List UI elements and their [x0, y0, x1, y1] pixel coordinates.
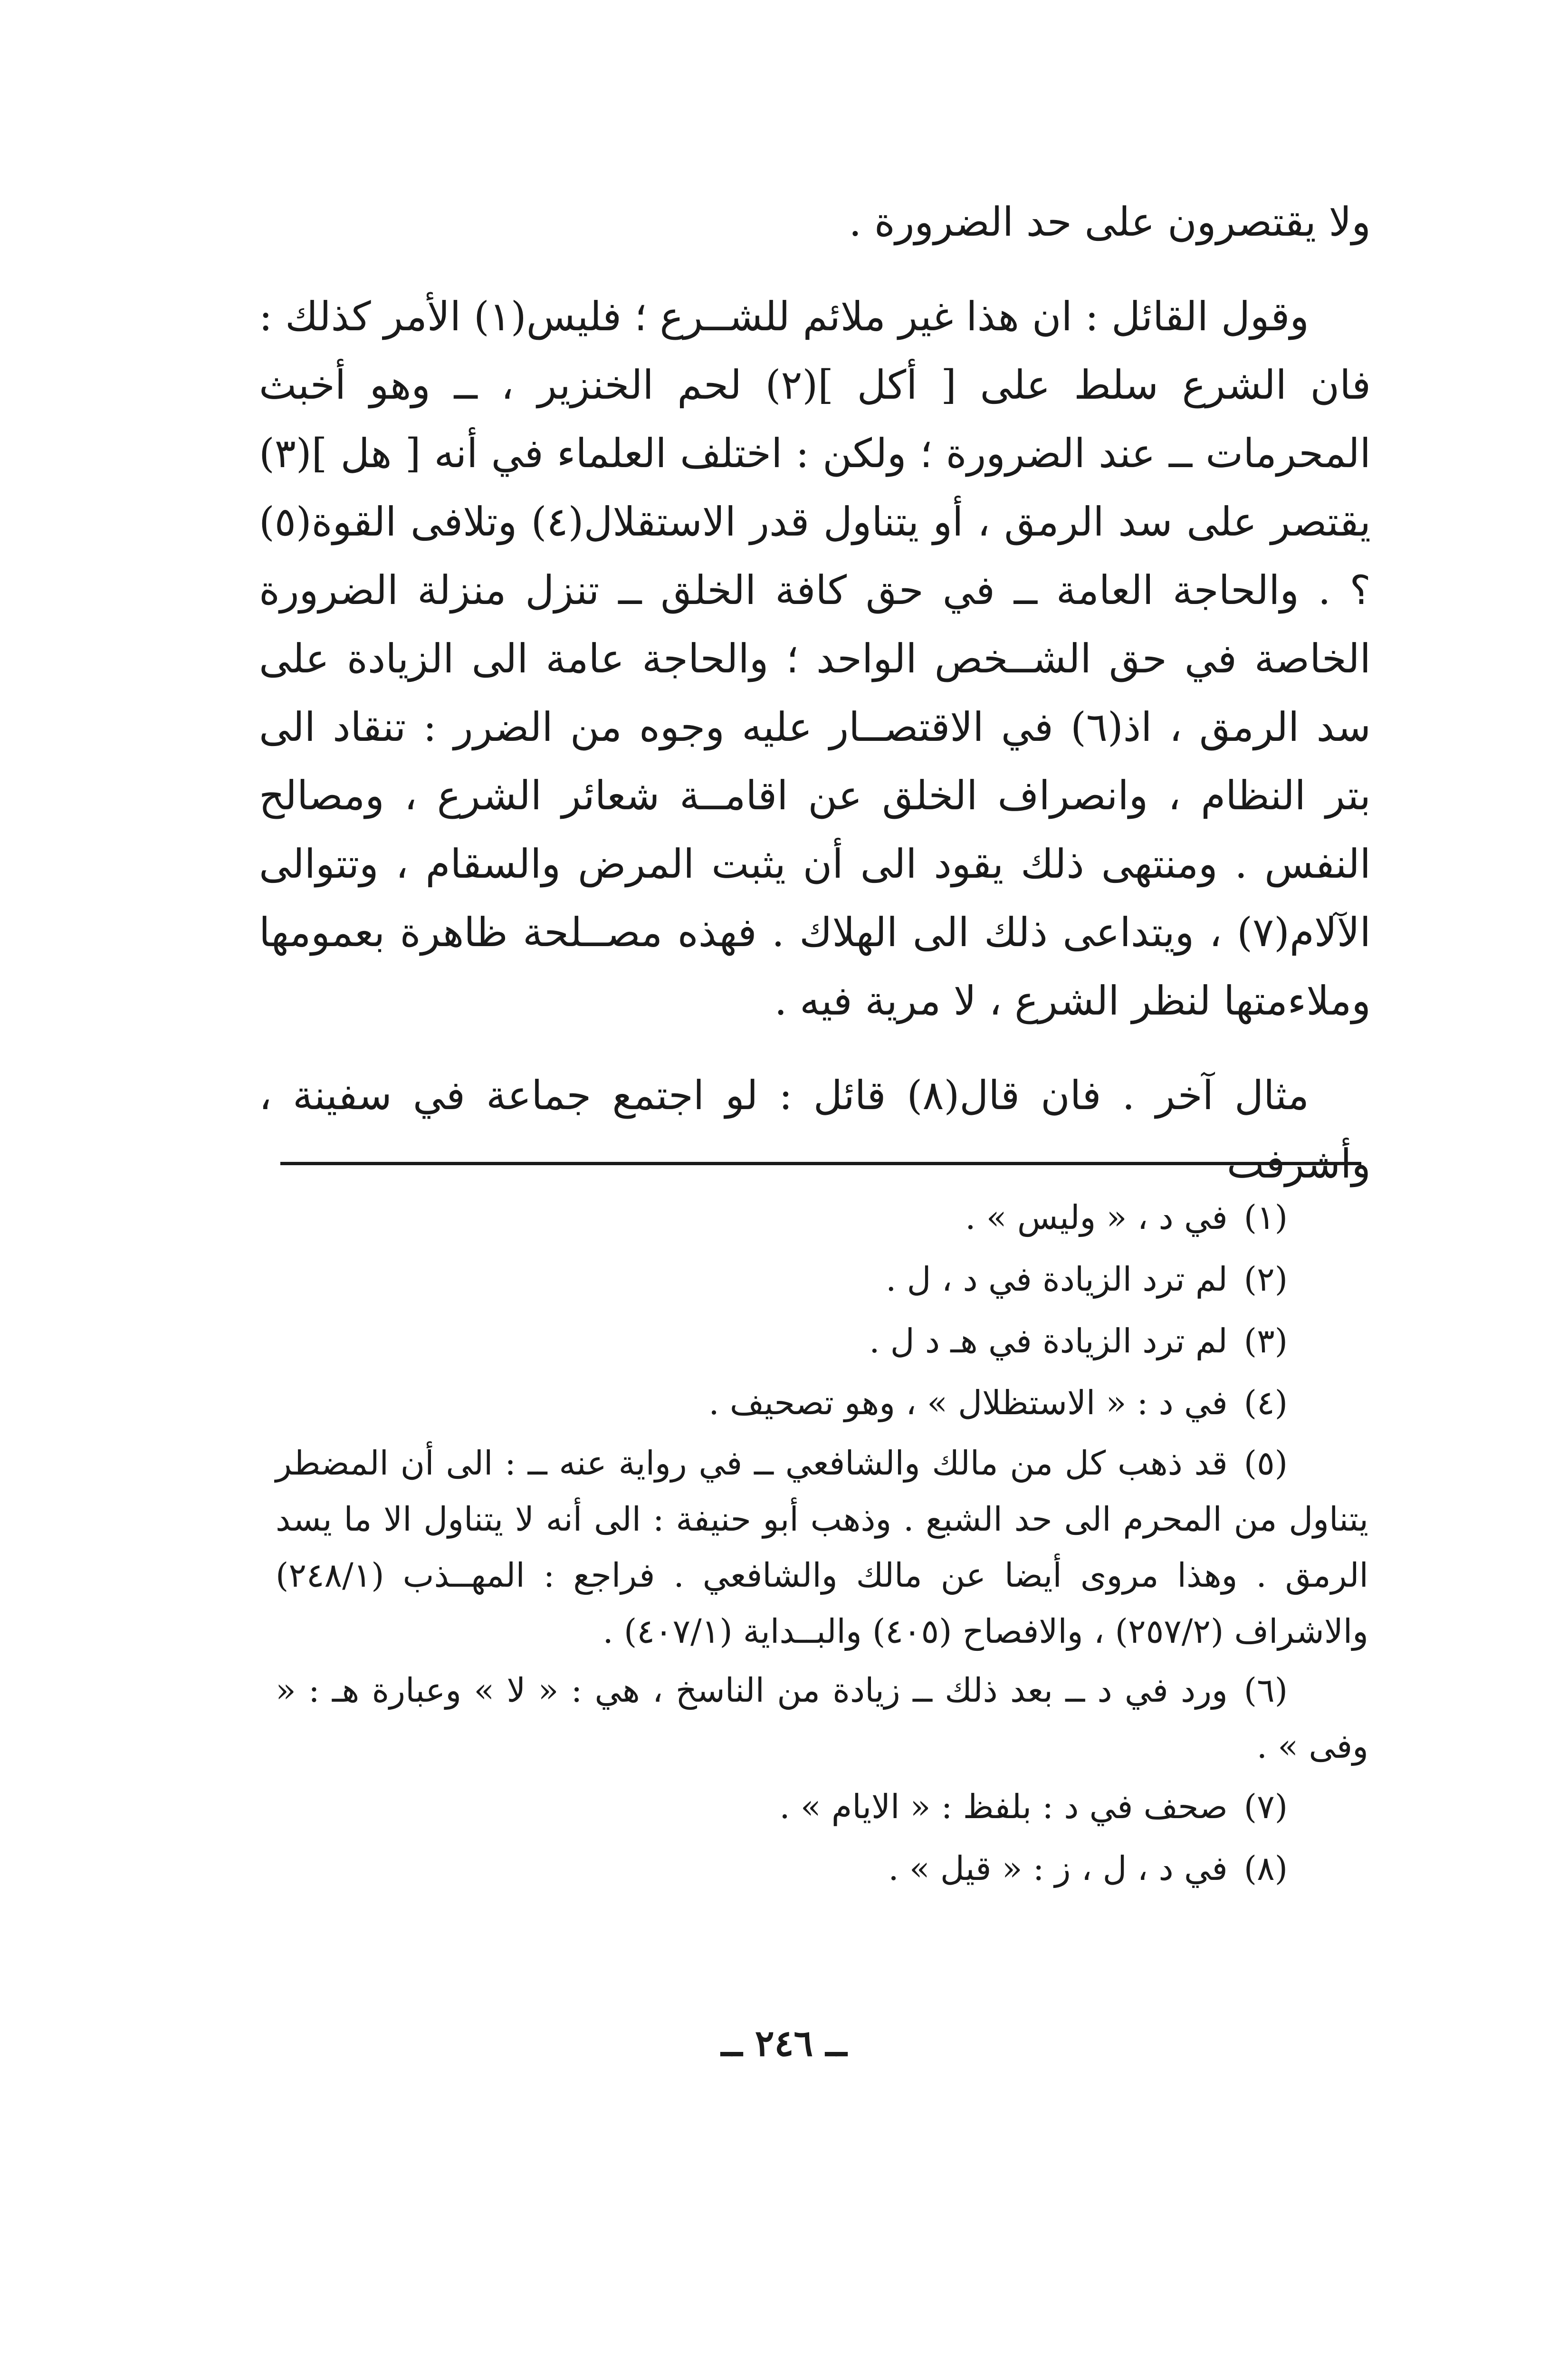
footnote-text: لم ترد الزيادة في هـ د ل .: [869, 1322, 1228, 1360]
footnote-number: (٧): [1243, 1787, 1288, 1826]
footnote-text: في د ، « وليس » .: [965, 1198, 1228, 1237]
footnotes: [276, 1188, 1368, 1901]
footnote-number: (٣): [1243, 1322, 1288, 1360]
footnote-4: [276, 1373, 1368, 1432]
main-text: [259, 188, 1371, 1198]
footnote-2: [276, 1250, 1368, 1309]
footnote-text: قد ذهب كل من مالك والشافعي ــ في رواية عنه ــ : الى أن المضطر يتناول من المحرم الى حد الشبع . وذهب أبو حنيفة : الى أنه لا يتناول الا ما يسد الرمق . وهذا مروى أيضا عن مالك والشافعي . فراجع : المهــذب (٢٤٨/١) والاشراف (٢٥٧/٢) ، والافصاح (٤٠٥) والبــداية (٤٠٧/١) .: [276, 1444, 1368, 1651]
paragraph-3: مثال آخر . فان قال(٨) قائل : لو اجتمع جماعة في سفينة ، وأشرفت: [259, 1072, 1371, 1187]
footnote-number: (١): [1243, 1198, 1288, 1237]
page-number: ــ ٢٤٦ ــ: [721, 2022, 847, 2064]
footnote-5: [276, 1435, 1368, 1659]
footnote-text: ورد في د ــ بعد ذلك ــ زيادة من الناسخ ، هي : « لا » وعبارة هـ : « وفى » .: [276, 1671, 1368, 1766]
footnote-text: صحف في د : بلفظ : « الايام » .: [779, 1787, 1228, 1826]
paragraph-1: ولا يقتصرون على حد الضرورة .: [849, 199, 1371, 245]
footnote-separator: [280, 1162, 1361, 1165]
footnote-6: [276, 1662, 1368, 1774]
footnote-8: [276, 1839, 1368, 1898]
footnote-1: [276, 1188, 1368, 1247]
footnote-number: (٨): [1243, 1849, 1288, 1888]
footnote-text: في د ، ل ، ز : « قيل » .: [888, 1849, 1228, 1888]
footnote-number: (٢): [1243, 1260, 1288, 1299]
footnote-text: في د : « الاستظلال » ، وهو تصحيف .: [708, 1383, 1228, 1422]
footnote-3: [276, 1312, 1368, 1370]
footnote-7: [276, 1777, 1368, 1836]
footnote-number: (٦): [1243, 1671, 1288, 1710]
footnote-number: (٥): [1243, 1444, 1288, 1483]
footnote-text: لم ترد الزيادة في د ، ل .: [886, 1260, 1228, 1299]
paragraph-2: وقول القائل : ان هذا غير ملائم للشــرع ؛ فليس(١) الأمر كذلك : فان الشرع سلط على [ أكل ](٢) لحم الخنزير ، ــ وهو أخبث المحرمات ــ عند الضرورة ؛ ولكن : اختلف العلماء في أنه [ هل ](٣) يقتصر على سد الرمق ، أو يتناول قدر الاستقلال(٤) وتلافى القوة(٥) ؟ . والحاجة العامة ــ في حق كافة الخلق ــ تنزل منزلة الضرورة الخاصة في حق الشــخص الواحد ؛ والحاجة عامة الى الزيادة على سد الرمق ، اذ(٦) في الاقتصــار عليه وجوه من الضرر : تنقاد الى بتر النظام ، وانصراف الخلق عن اقامــة شعائر الشرع ، ومصالح النفس . ومنتهى ذلك يقود الى أن يثبت المرض والسقام ، وتتوالى الآلام(٧) ، ويتداعى ذلك الى الهلاك . فهذه مصــلحة ظاهرة بعمومها وملاءمتها لنظر الشرع ، لا مرية فيه .: [259, 293, 1371, 1024]
footnote-number: (٤): [1243, 1383, 1288, 1422]
